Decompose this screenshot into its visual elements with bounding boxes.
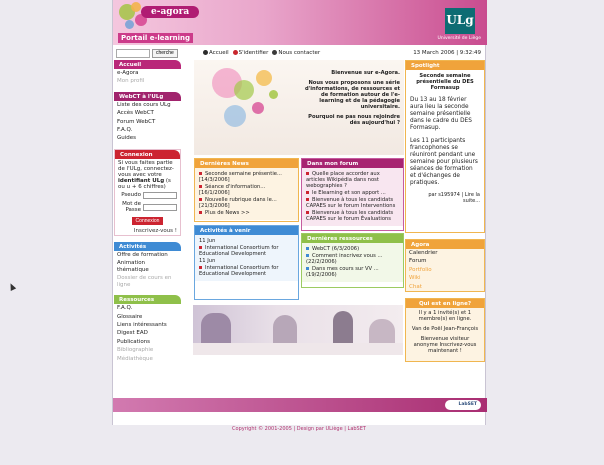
right-column (405, 60, 485, 362)
activity-item-text: International Consortium for Educational Development (199, 245, 279, 257)
ressource-item-text: WebCT (6/3/2006) (312, 246, 360, 252)
connexion-text (115, 159, 180, 191)
sidebar-item-res-faq[interactable]: F.A.Q. (117, 305, 133, 312)
forum-item[interactable] (306, 171, 399, 189)
news-title: Dernières News (195, 159, 298, 168)
ulg-logo[interactable]: ULg (445, 8, 475, 34)
labset-logo[interactable]: LabSET (445, 400, 481, 410)
news-panel (194, 158, 299, 222)
welcome-hero (194, 60, 404, 155)
connexion-title: Connexion (115, 150, 180, 159)
sidebar-item-forum-webct[interactable]: Forum WebCT (117, 118, 156, 125)
ressources-recent-title: Dernières ressources (302, 234, 403, 243)
webct-box (114, 92, 181, 143)
sidebar-item-glossaire[interactable]: Glossaire (117, 313, 143, 320)
portail-logo: Portail e-learning (118, 33, 193, 43)
spotlight-headline: Seconde semaine présentielle du DES Formasup (416, 73, 474, 91)
spotlight-p2: Les 11 participants francophones se réuniront pendant une semaine pour plusieurs séances de formation et d'échanges de pratiques. (410, 138, 478, 186)
more-news-link[interactable] (199, 210, 294, 216)
signup-link[interactable]: Inscrivez-vous ! (133, 227, 177, 234)
accueil-title: Accueil (114, 60, 181, 69)
news-item[interactable] (199, 171, 294, 183)
ressources-box (114, 295, 181, 363)
footer-band (113, 398, 487, 412)
webct-title: WebCT à l'ULg (114, 92, 181, 101)
login-link-label: S'identifier (238, 50, 269, 56)
agora-item-calendrier[interactable]: Calendrier (409, 250, 438, 256)
online-box (405, 298, 485, 362)
home-link[interactable] (203, 50, 229, 56)
ressource-item-text: Dans mes cours sur VV ... (19/2/2006) (306, 266, 379, 278)
sidebar-item-digest[interactable]: Digest EAD (117, 330, 148, 337)
left-sidebar (114, 60, 181, 369)
sidebar-item-dossier[interactable]: Dossier de cours en ligne (117, 275, 172, 288)
pseudo-input[interactable] (143, 192, 177, 199)
date-time: 13 March 2006 | 9:32:49 (413, 50, 481, 56)
agora-box (405, 239, 485, 292)
agora-title: Agora (406, 240, 484, 249)
online-count: Il y a 1 invité(s) et 1 membre(s) en ligne. (418, 310, 472, 323)
mouse-cursor-icon (8, 282, 16, 291)
spotlight-box (405, 60, 485, 233)
sidebar-item-publications[interactable]: Publications (117, 338, 151, 345)
welcome-join: Pourquoi ne pas nous rejoindre dès aujourd'hui ? (308, 114, 400, 126)
portal-page (112, 0, 486, 425)
activites-venir-panel (194, 225, 299, 300)
password-label: Mot de Passe (122, 200, 141, 214)
search-input[interactable] (116, 49, 150, 58)
online-welcome: Bienvenue visiteur anonyme Inscrivez-vous maintenant ! (413, 336, 477, 355)
connexion-text-bold: identifiant ULg (118, 177, 165, 184)
password-input[interactable] (143, 204, 177, 211)
sidebar-item-eagora[interactable]: e-Agora (117, 70, 139, 76)
news-item[interactable] (199, 197, 294, 209)
agora-item-forum[interactable]: Forum (409, 258, 427, 265)
forum-item[interactable] (306, 210, 399, 222)
online-member[interactable]: Van de Poël Jean-François (411, 326, 479, 333)
connexion-text-2: (s ou u + 6 chiffres) (118, 177, 171, 190)
ressources-title: Ressources (114, 295, 181, 304)
connexion-text-1: Si vous faites partie de l'ULg, connectez-vous avec votre (118, 159, 174, 178)
contact-link-label: Nous contacter (278, 50, 321, 56)
activites-box (114, 242, 181, 289)
agora-item-wiki[interactable]: Wiki (409, 275, 421, 282)
activity-item-text: International Consortium for Educational Development (199, 265, 279, 277)
spotlight-p1: Du 13 au 18 février aura lieu la seconde semaine présentielle dans le cadre du DES Formasup. (410, 97, 472, 131)
sidebar-item-acces-webct[interactable]: Accès WebCT (117, 110, 154, 117)
forum-panel (301, 158, 404, 231)
more-news-text: Plus de News >> (205, 210, 250, 216)
ressource-item[interactable] (306, 266, 399, 278)
activity-item[interactable] (199, 245, 294, 257)
pseudo-label: Pseudo (121, 192, 141, 199)
welcome-text (300, 70, 400, 126)
contact-icon (272, 50, 277, 55)
forum-title: Dans mon forum (302, 159, 403, 168)
ressource-item[interactable] (306, 246, 399, 252)
forum-item-text: Quelle place accorder aux articles Wikipédia dans nost webographies ? (306, 171, 380, 189)
activites-title: Activités (114, 242, 181, 251)
ulg-subtitle: Université de Liège (437, 36, 481, 41)
forum-item-text: Bienvenue à tous les candidats CAPAES sur le forum Évaluations (306, 210, 394, 222)
forum-item[interactable] (306, 190, 399, 196)
home-icon (203, 50, 208, 55)
agora-logo[interactable]: e-agora (141, 6, 199, 18)
home-link-label: Accueil (209, 50, 229, 56)
activity-date: 11 Jun (199, 258, 216, 264)
forum-item[interactable] (306, 197, 399, 209)
news-item-text: Seconde semaine présentie... [14/3/2006] (199, 171, 282, 183)
ressources-panel (301, 233, 404, 288)
search-button[interactable]: cherche (152, 49, 178, 58)
header-banner (113, 0, 487, 45)
sidebar-item-liste-cours[interactable]: Liste des cours ULg (117, 101, 171, 108)
sidebar-item-liens[interactable]: Liens intéressants (117, 321, 167, 328)
sidebar-item-offre[interactable]: Offre de formation (117, 252, 168, 259)
contact-link[interactable] (272, 50, 320, 56)
login-icon (233, 50, 238, 55)
news-item-text: Nouvelle rubrique dans le... [21/3/2006] (199, 197, 277, 209)
activity-date: 11 Jun (199, 238, 216, 244)
sidebar-item-mediatheque[interactable]: Médiathèque (117, 355, 153, 362)
sidebar-item-faq[interactable]: F.A.Q. (117, 127, 133, 134)
welcome-description: Nous vous proposons une série d'informations, de ressources et de formation autour de l'e-learning et de la pédagogie universitaire. (304, 80, 400, 110)
spotlight-title: Spotlight (406, 61, 484, 70)
top-links (203, 50, 320, 56)
news-item-text: Séance d'information... [16/1/2006] (199, 184, 266, 196)
top-bar (113, 48, 487, 60)
sidebar-item-guides[interactable]: Guides (117, 135, 137, 142)
students-photo (193, 305, 403, 355)
agora-item-chat[interactable]: Chat (409, 283, 422, 290)
ressource-item-text: Comment inscrivez vous ... (22/2/2006) (306, 253, 383, 265)
online-title: Qui est en ligne? (406, 299, 484, 308)
connexion-box (114, 149, 181, 236)
welcome-title: Bienvenue sur e-Agora. (331, 70, 400, 76)
sidebar-item-bibliographie[interactable]: Bibliographie (117, 347, 154, 354)
ressource-item[interactable] (306, 253, 399, 265)
accueil-box (114, 60, 181, 86)
forum-item-text: le Elearning et son apport ... (312, 190, 386, 196)
activity-item[interactable] (199, 265, 294, 277)
sidebar-item-animation[interactable]: Animation thématique (117, 260, 149, 273)
login-link[interactable] (233, 50, 269, 56)
activites-venir-title: Activités à venir (195, 226, 298, 235)
spotlight-footer[interactable]: par s195974 | Lire la suite... (428, 192, 480, 204)
news-item[interactable] (199, 184, 294, 196)
connexion-button[interactable]: Connexion (132, 217, 164, 225)
copyright: Copyright © 2001-2005 | Design par ULiège | LabSET (232, 426, 366, 432)
sidebar-item-profil[interactable]: Mon profil (117, 78, 145, 85)
forum-item-text: Bienvenue à tous les candidats CAPAES sur le forum Interventions (306, 197, 396, 209)
agora-item-portfolio[interactable]: Portfolio (409, 266, 432, 273)
